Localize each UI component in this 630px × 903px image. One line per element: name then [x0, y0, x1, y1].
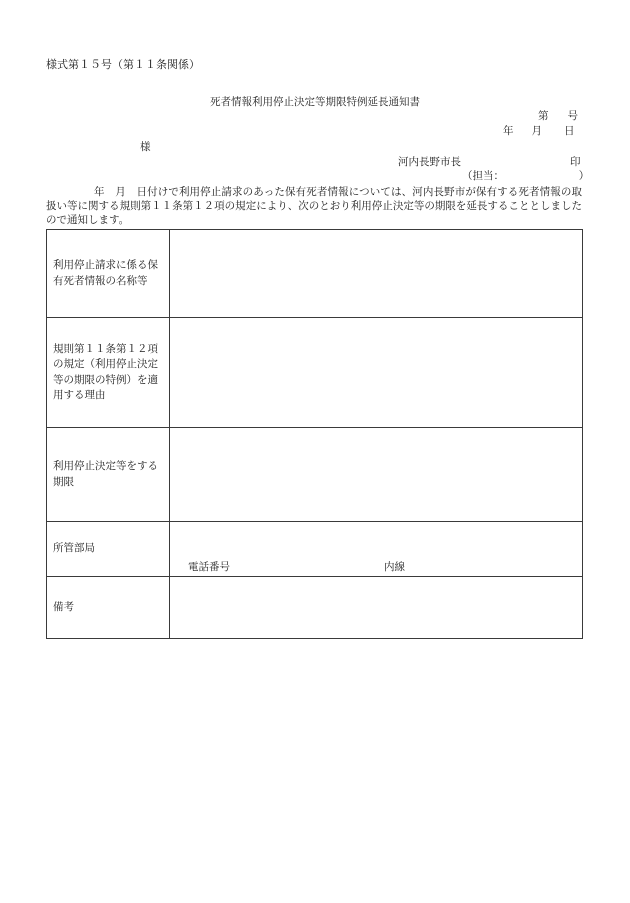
issue-number-suffix: 号 [567, 110, 578, 122]
contact-close: ） [578, 170, 590, 182]
sender-title: 河内長野市長 [398, 156, 461, 168]
row-value-remarks[interactable] [170, 577, 583, 639]
notice-table [46, 229, 583, 639]
contact-open: （担当： [462, 170, 499, 182]
issue-number-prefix: 第 [538, 110, 549, 122]
row-label-remarks: 備考 [47, 577, 170, 639]
row-label-subject: 利用停止請求に係る保有死者情報の名称等 [47, 230, 170, 318]
row-value-reason[interactable] [170, 318, 583, 428]
extension-label: 内線 [384, 561, 405, 573]
contact-person [462, 171, 589, 182]
row-value-deadline[interactable] [170, 428, 583, 522]
seal-mark: 印 [570, 156, 581, 168]
document-title: 死者情報利用停止決定等期限特例延長通知書 [210, 96, 420, 108]
table-row [47, 318, 583, 428]
phone-label: 電話番号 [188, 561, 230, 573]
table-row [47, 577, 583, 639]
row-label-reason: 規則第１１条第１２項の規定（利用停止決定等の期限の特例）を適用する理由 [47, 318, 170, 428]
row-label-deadline: 利用停止決定等をする期限 [47, 428, 170, 522]
form-number: 様式第１５号（第１１条関係） [46, 58, 200, 71]
row-value-subject[interactable] [170, 230, 583, 318]
issue-date [503, 126, 575, 137]
body-text: 年 月 日付けで利用停止請求のあった保有死者情報については、河内長野市が保有する死者情報の取扱い等に関する規則第１１条第１２項の規定により、次のとおり利用停止決定等の期限を延長することとしましたので通知します。 [46, 186, 582, 227]
issue-date-day: 日 [564, 125, 575, 137]
addressee: 様 [140, 141, 151, 153]
table-row [47, 522, 583, 577]
row-value-department[interactable] [170, 522, 583, 577]
table-row [47, 230, 583, 318]
issue-date-month: 月 [531, 125, 542, 137]
issue-number [538, 111, 578, 122]
table-row [47, 428, 583, 522]
row-label-department: 所管部局 [47, 522, 170, 577]
issue-date-year: 年 [503, 125, 514, 137]
